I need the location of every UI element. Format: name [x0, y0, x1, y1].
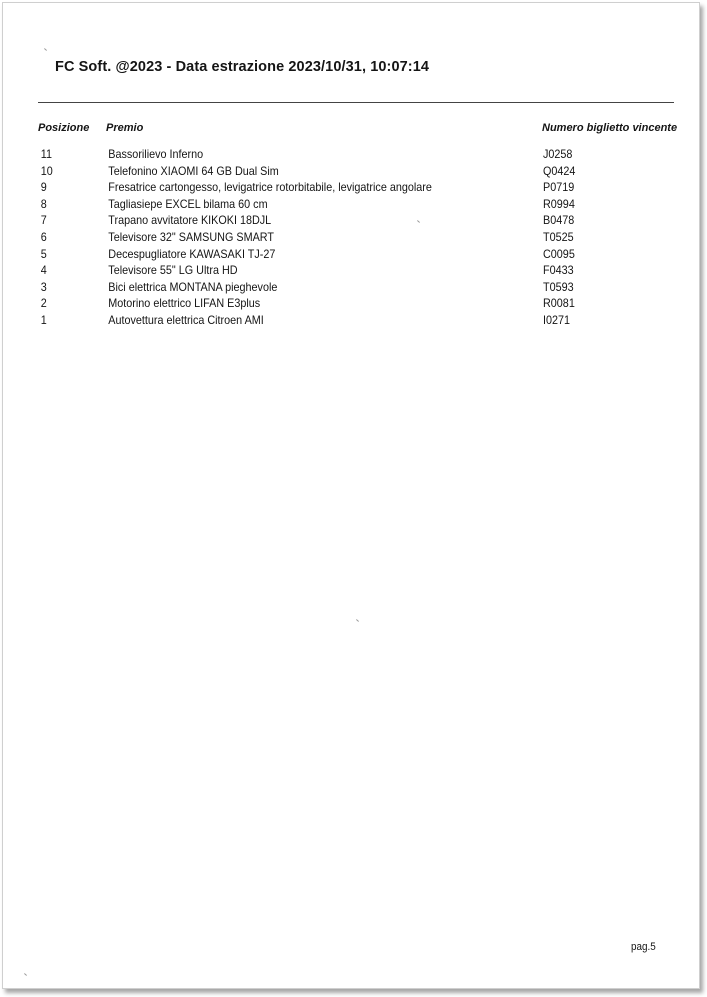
scan-speck: [44, 48, 47, 51]
row-position: 3: [40, 279, 47, 294]
row-position: 1: [40, 312, 47, 327]
row-prize: Bici elettrica MONTANA pieghevole: [108, 279, 278, 294]
table-row: [3, 295, 633, 312]
row-ticket: P0719: [543, 180, 575, 195]
table-row: [3, 312, 633, 329]
row-position: 11: [40, 147, 53, 161]
row-prize: Decespugliatore KAWASAKI TJ-27: [108, 246, 276, 261]
row-ticket: F0433: [543, 263, 574, 278]
page-title: FC Soft. @2023 - Data estrazione 2023/10/31, 10:07:14: [55, 59, 430, 75]
row-prize: Tagliasiepe EXCEL bilama 60 cm: [108, 196, 268, 211]
row-position: 10: [40, 163, 53, 178]
table-row: [3, 229, 633, 246]
row-ticket: B0478: [543, 213, 575, 228]
row-ticket: J0258: [543, 147, 573, 161]
table-row: [3, 246, 633, 263]
row-prize: Bassorilievo Inferno: [108, 147, 204, 161]
page-number: pag.5: [631, 941, 656, 953]
table-row: [3, 163, 633, 180]
table-row: [3, 196, 633, 213]
row-ticket: T0593: [543, 279, 574, 294]
row-prize: Telefonino XIAOMI 64 GB Dual Sim: [108, 163, 279, 178]
row-ticket: I0271: [543, 312, 571, 327]
row-position: 7: [40, 213, 47, 228]
row-ticket: R0081: [543, 296, 575, 311]
table-row: [3, 262, 633, 279]
row-position: 6: [40, 229, 47, 244]
column-header-position: Posizione: [38, 122, 90, 134]
scan-speck: [24, 973, 27, 976]
header-divider: [38, 102, 674, 103]
scan-speck: [356, 619, 359, 622]
row-ticket: C0095: [543, 246, 575, 261]
table-row: [3, 279, 633, 296]
row-ticket: R0994: [543, 196, 575, 211]
column-header-ticket: Numero biglietto vincente: [542, 122, 678, 134]
row-prize: Fresatrice cartongesso, levigatrice rotorbitabile, levigatrice angolare: [108, 180, 432, 195]
row-prize: Motorino elettrico LIFAN E3plus: [108, 296, 261, 311]
column-header-prize: Premio: [106, 122, 144, 134]
row-prize: Autovettura elettrica Citroen AMI: [108, 312, 264, 327]
table-row: [3, 146, 633, 163]
scanned-page: [2, 2, 700, 989]
row-position: 9: [40, 180, 47, 195]
row-ticket: Q0424: [543, 163, 576, 178]
row-ticket: T0525: [543, 229, 574, 244]
row-position: 8: [40, 196, 47, 211]
row-prize: Trapano avvitatore KIKOKI 18DJL: [108, 213, 272, 228]
table-row: [3, 212, 633, 229]
row-position: 2: [40, 296, 47, 311]
row-prize: Televisore 55" LG Ultra HD: [108, 263, 238, 278]
row-prize: Televisore 32" SAMSUNG SMART: [108, 229, 274, 244]
winners-table: [3, 146, 703, 329]
row-position: 5: [40, 246, 47, 261]
row-position: 4: [40, 263, 47, 278]
table-row: [3, 179, 633, 196]
